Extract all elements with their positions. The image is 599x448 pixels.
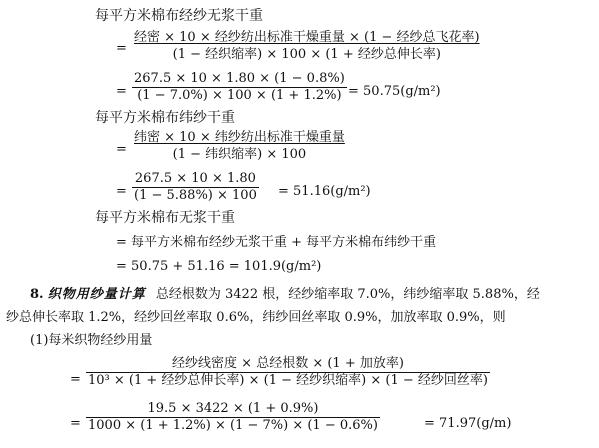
weft-formula-2-denominator: (1 − 5.88%) × 100: [134, 188, 257, 203]
warp-formula-2: [132, 72, 347, 103]
weft-dry-heading: 每平方米棉布纬纱干重: [95, 110, 235, 126]
equals-sign: =: [116, 41, 127, 56]
weft-formula-2: [132, 172, 259, 203]
warp-formula-1-denominator: (1 − 经织缩率) × 100 × (1 + 经纱总伸长率): [172, 47, 441, 62]
section-8-number: 8.: [30, 287, 44, 302]
equals-sign: =: [70, 416, 81, 431]
total-dry-formula: = 每平方米棉布经纱无浆干重 + 每平方米棉布纬纱干重: [116, 235, 437, 250]
equals-sign: =: [116, 142, 127, 157]
section-8-title: 织物用纱量计算: [47, 287, 146, 302]
weft-formula-1-numerator: 纬密 × 10 × 纬纱纺出标准干燥重量: [134, 130, 345, 145]
warp-formula-1: [132, 31, 482, 62]
warp-usage-formula-1-numerator: 经纱线密度 × 总经根数 × (1 + 加放率): [172, 356, 404, 371]
section-8-paragraph-line-1: 总经根数为 3422 根，经纱缩率取 7.0%，纬纱缩率取 5.88%，经: [155, 287, 540, 302]
warp-usage-formula-1-denominator: 10³ × (1 + 经纱总伸长率) × (1 − 经纱织缩率) × (1 − 经纱回丝率): [88, 373, 488, 388]
warp-usage-formula-1: [86, 357, 490, 388]
warp-usage-formula-2-numerator: 19.5 × 3422 × (1 + 0.9%): [147, 401, 319, 416]
subsection-1-heading: (1)每米织物经纱用量: [30, 333, 153, 348]
warp-usage-formula-2: [86, 402, 380, 433]
warp-result: = 50.75(g/m²): [348, 84, 441, 99]
equals-sign: =: [116, 184, 127, 199]
equals-sign: =: [116, 84, 127, 99]
warp-dry-heading: 每平方米棉布经纱无浆干重: [95, 8, 263, 24]
weft-formula-1-denominator: (1 − 纬织缩率) × 100: [172, 147, 307, 162]
equals-sign: =: [70, 372, 81, 387]
warp-usage-result: = 71.97(g/m): [424, 416, 512, 431]
weft-formula-2-numerator: 267.5 × 10 × 1.80: [134, 171, 256, 186]
total-dry-heading: 每平方米棉布无浆干重: [95, 210, 235, 226]
warp-formula-2-denominator: (1 − 7.0%) × 100 × (1 + 1.2%): [137, 88, 342, 103]
weft-result: = 51.16(g/m²): [278, 184, 371, 199]
section-8-paragraph-line-2: 纱总伸长率取 1.2%，经纱回丝率取 0.6%，纬纱回丝率取 0.9%，加放率取 0.9%，则: [6, 310, 506, 325]
weft-formula-1: [132, 131, 347, 162]
warp-usage-formula-2-denominator: 1000 × (1 + 1.2%) × (1 − 7%) × (1 − 0.6%): [88, 418, 378, 433]
warp-formula-1-numerator: 经密 × 10 × 经纱纺出标准干燥重量 × (1 − 经纱总飞花率): [134, 30, 480, 45]
total-dry-result: = 50.75 + 51.16 = 101.9(g/m²): [116, 259, 322, 274]
section-8-line-1: [30, 287, 540, 303]
warp-formula-2-numerator: 267.5 × 10 × 1.80 × (1 − 0.8%): [134, 71, 345, 86]
